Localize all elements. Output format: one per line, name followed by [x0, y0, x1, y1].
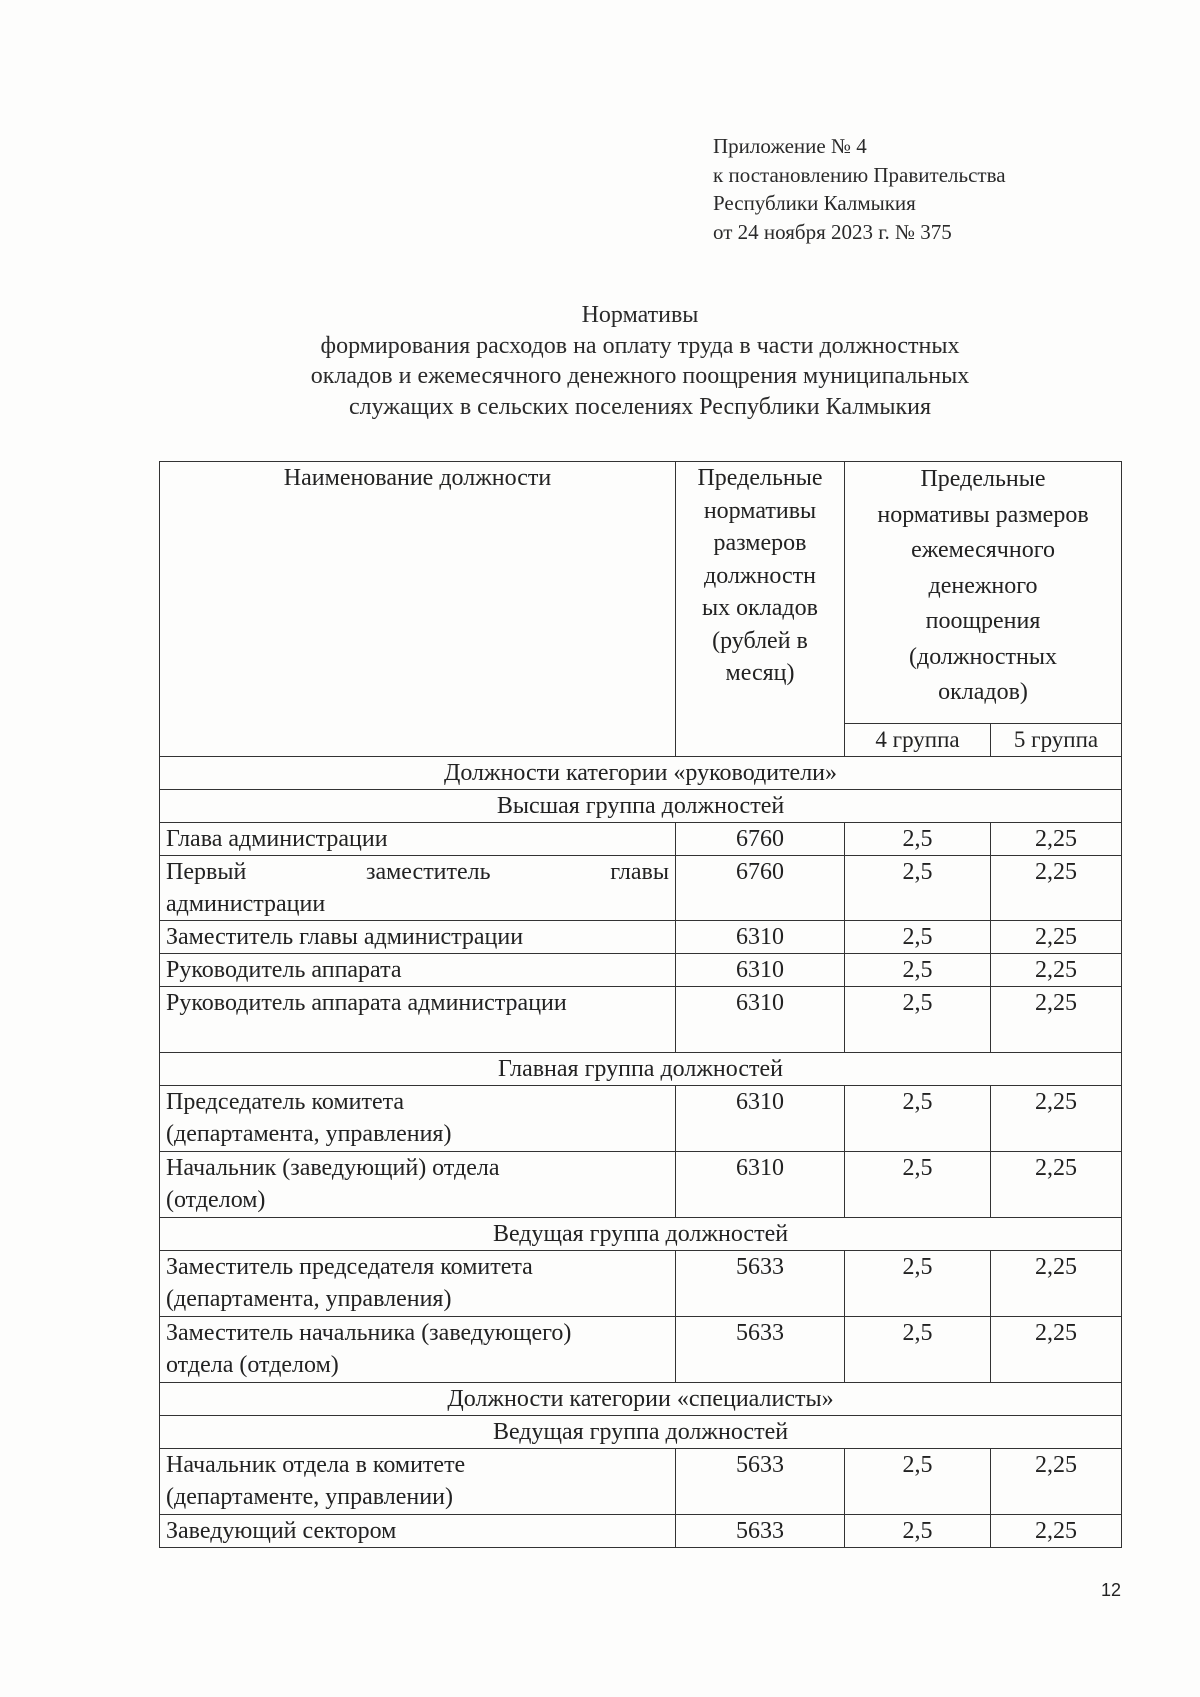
group4-value: 2,5 [845, 823, 991, 856]
group5-value: 2,25 [991, 856, 1122, 921]
header-bonus-line: ежемесячного [911, 537, 1055, 563]
group5-value: 2,25 [991, 1152, 1122, 1218]
header-salary-line: (рублей в [712, 627, 808, 654]
group5-value: 2,25 [991, 1515, 1122, 1548]
position-name [160, 1317, 676, 1383]
salary-value: 6760 [676, 856, 845, 921]
header-salary-line: месяц) [725, 660, 795, 686]
section-row [160, 790, 1122, 823]
position-name: Руководитель аппарата администрации [160, 987, 676, 1053]
group4-value: 2,5 [845, 1449, 991, 1515]
table-row [160, 1251, 1122, 1317]
group4-value: 2,5 [845, 954, 991, 987]
section-title: Должности категории «руководители» [160, 757, 1122, 790]
table-row [160, 823, 1122, 856]
header-salary-line: Предельные [697, 465, 823, 491]
section-row [160, 1053, 1122, 1086]
section-title: Должности категории «специалисты» [160, 1383, 1122, 1416]
header-bonus-line: денежного [928, 572, 1038, 599]
position-name [160, 1449, 676, 1515]
header-salary-line: должностн [704, 562, 816, 589]
table-row [160, 1515, 1122, 1548]
subsection-title: Ведущая группа должностей [160, 1218, 1122, 1251]
group4-value: 2,5 [845, 921, 991, 954]
word: Первый [166, 859, 247, 885]
group5-value: 2,25 [991, 1251, 1122, 1317]
table-row [160, 1152, 1122, 1218]
header-bonus-line: (должностных [909, 643, 1057, 670]
norms-table [159, 461, 1122, 1548]
appendix-line: Республики Калмыкия [713, 191, 916, 215]
position-name-line2: (департамента, управления) [166, 1286, 452, 1312]
header-group-5: 5 группа [991, 724, 1122, 757]
group5-value: 2,25 [991, 823, 1122, 856]
position-name-line1 [166, 856, 669, 888]
salary-value: 5633 [676, 1515, 845, 1548]
position-name [160, 856, 676, 921]
position-name: Заведующий сектором [160, 1515, 676, 1548]
group5-value: 2,25 [991, 954, 1122, 987]
section-row [160, 757, 1122, 790]
table-row [160, 856, 1122, 921]
salary-value: 6310 [676, 921, 845, 954]
header-position-name-text: Наименование должности [283, 465, 552, 491]
header-bonus-norms [845, 462, 1122, 724]
word: заместитель [365, 859, 491, 885]
position-name-line2: отдела (отделом) [166, 1352, 339, 1378]
group5-value: 2,25 [991, 987, 1122, 1053]
table-row [160, 954, 1122, 987]
salary-value: 6310 [676, 954, 845, 987]
position-name-line2: (отделом) [166, 1187, 266, 1213]
salary-value: 5633 [676, 1449, 845, 1515]
position-name: Глава администрации [160, 823, 676, 856]
position-name [160, 1152, 676, 1218]
group5-value: 2,25 [991, 921, 1122, 954]
table-row [160, 921, 1122, 954]
appendix-line: Приложение № 4 [713, 134, 867, 158]
document-title [150, 300, 1130, 422]
subsection-title: Ведущая группа должностей [160, 1416, 1122, 1449]
header-bonus-line: окладов) [938, 679, 1028, 705]
table-row [160, 1449, 1122, 1515]
group4-value: 2,5 [845, 856, 991, 921]
title-line: Нормативы [581, 302, 699, 328]
subsection-title: Главная группа должностей [160, 1053, 1122, 1086]
header-salary-line: ых окладов [702, 595, 818, 621]
position-name [160, 1086, 676, 1152]
salary-value: 5633 [676, 1251, 845, 1317]
group4-value: 2,5 [845, 1251, 991, 1317]
group4-value: 2,5 [845, 1515, 991, 1548]
salary-value: 6310 [676, 1152, 845, 1218]
title-line: формирования расходов на оплату труда в части должностных [320, 332, 960, 359]
group5-value: 2,25 [991, 1086, 1122, 1152]
table-row [160, 1086, 1122, 1152]
header-bonus-line: поощрения [925, 608, 1041, 634]
appendix-line: от 24 ноября 2023 г. № 375 [713, 219, 952, 244]
group4-value: 2,5 [845, 987, 991, 1053]
header-group-4: 4 группа [845, 724, 991, 757]
title-line: окладов и ежемесячного денежного поощрения муниципальных [310, 363, 970, 389]
header-salary-line: размеров [713, 530, 807, 556]
word: главы [610, 859, 669, 885]
header-position-name [160, 462, 676, 757]
table-header-row [160, 462, 1122, 724]
position-name-line1: Начальник отдела в комитете [166, 1452, 466, 1478]
position-name-line1: Председатель комитета [166, 1089, 405, 1115]
group5-value: 2,25 [991, 1449, 1122, 1515]
section-row [160, 1383, 1122, 1416]
subsection-title: Высшая группа должностей [160, 790, 1122, 823]
group5-value: 2,25 [991, 1317, 1122, 1383]
position-name-line2: администрации [166, 891, 326, 917]
salary-value: 6310 [676, 987, 845, 1053]
header-salary-line: нормативы [703, 497, 817, 524]
appendix-block [713, 132, 1006, 246]
table-row [160, 987, 1122, 1053]
salary-value: 6760 [676, 823, 845, 856]
group4-value: 2,5 [845, 1317, 991, 1383]
salary-value: 6310 [676, 1086, 845, 1152]
group4-value: 2,5 [845, 1086, 991, 1152]
position-name [160, 1251, 676, 1317]
salary-value: 5633 [676, 1317, 845, 1383]
position-name-line1: Заместитель начальника (заведующего) [166, 1320, 572, 1346]
group4-value: 2,5 [845, 1152, 991, 1218]
position-name: Заместитель главы администрации [160, 921, 676, 954]
header-bonus-line: нормативы размеров [877, 501, 1089, 528]
header-salary-norms [676, 462, 845, 757]
position-name: Руководитель аппарата [160, 954, 676, 987]
appendix-line: к постановлению Правительства [713, 162, 1006, 187]
page-number: 12 [1101, 1580, 1122, 1600]
position-name-line2: (департаменте, управлении) [166, 1484, 453, 1510]
section-row [160, 1218, 1122, 1251]
position-name-line1: Начальник (заведующий) отдела [166, 1155, 500, 1181]
header-bonus-line: Предельные [920, 466, 1046, 492]
table-row [160, 1317, 1122, 1383]
position-name-line1: Заместитель председателя комитета [166, 1254, 533, 1280]
title-line: служащих в сельских поселениях Республики Калмыкия [348, 393, 932, 420]
position-name-line2: (департамента, управления) [166, 1121, 452, 1147]
section-row [160, 1416, 1122, 1449]
